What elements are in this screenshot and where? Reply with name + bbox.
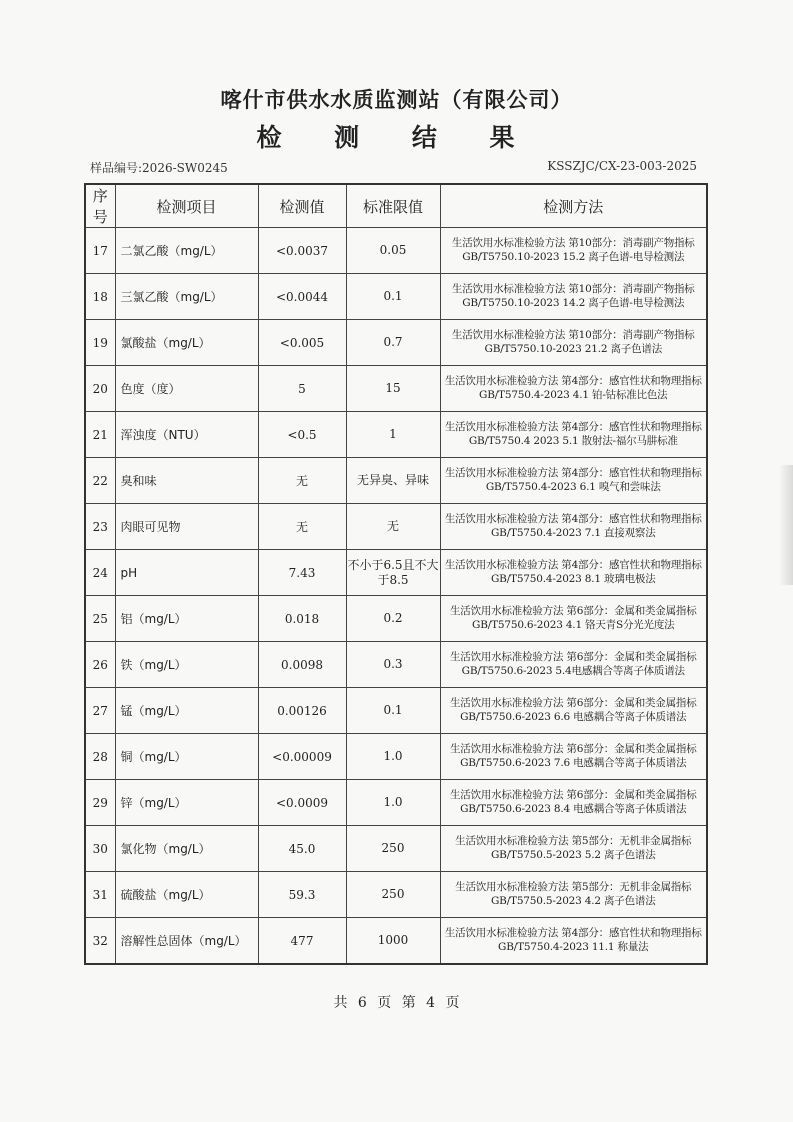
- org-title: 喀什市供水水质监测站（有限公司）: [220, 88, 573, 112]
- test-value: <0.005: [258, 320, 346, 366]
- col-header-value: 检测值: [258, 184, 346, 228]
- test-method: 生活饮用水标准检验方法 第4部分：感官性状和物理指标 GB/T5750.4-2023 4.1 铂-钴标准比色法: [440, 366, 707, 412]
- row-number: 18: [85, 274, 115, 320]
- standard-limit: 无: [346, 504, 440, 550]
- standard-limit: 0.7: [346, 320, 440, 366]
- row-number: 24: [85, 550, 115, 596]
- row-number: 22: [85, 458, 115, 504]
- table-row: [85, 688, 707, 734]
- standard-limit: 0.05: [346, 228, 440, 274]
- table-body: [85, 228, 707, 965]
- test-method: 生活饮用水标准检验方法 第4部分：感官性状和物理指标 GB/T5750.4-2023 11.1 称量法: [440, 918, 707, 965]
- test-item: 浑浊度（NTU）: [115, 412, 258, 458]
- test-method: 生活饮用水标准检验方法 第6部分：金属和类金属指标 GB/T5750.6-2023 8.4 电感耦合等离子体质谱法: [440, 780, 707, 826]
- test-method: 生活饮用水标准检验方法 第10部分：消毒副产物指标 GB/T5750.10-2023 14.2 离子色谱-电导检测法: [440, 274, 707, 320]
- standard-limit: 1000: [346, 918, 440, 965]
- test-method: 生活饮用水标准检验方法 第4部分：感官性状和物理指标 GB/T5750.4-2023 8.1 玻璃电极法: [440, 550, 707, 596]
- test-value: <0.00009: [258, 734, 346, 780]
- doc-title: 检 测 结 果: [256, 123, 537, 152]
- table-row: [85, 780, 707, 826]
- table-row: [85, 642, 707, 688]
- test-method: 生活饮用水标准检验方法 第4部分：感官性状和物理指标 GB/T5750.4-2023 7.1 直接观察法: [440, 504, 707, 550]
- test-value: <0.0009: [258, 780, 346, 826]
- row-number: 25: [85, 596, 115, 642]
- test-method: 生活饮用水标准检验方法 第4部分：感官性状和物理指标 GB/T5750.4 2023 5.1 散射法-福尔马肼标准: [440, 412, 707, 458]
- standard-limit: 0.1: [346, 274, 440, 320]
- table-row: [85, 458, 707, 504]
- test-item: 锌（mg/L）: [115, 780, 258, 826]
- test-method: 生活饮用水标准检验方法 第6部分：金属和类金属指标 GB/T5750.6-2023 5.4电感耦合等离子体质谱法: [440, 642, 707, 688]
- row-number: 21: [85, 412, 115, 458]
- table-row: [85, 918, 707, 965]
- test-item: 锰（mg/L）: [115, 688, 258, 734]
- test-method: 生活饮用水标准检验方法 第10部分：消毒副产物指标 GB/T5750.10-2023 21.2 离子色谱法: [440, 320, 707, 366]
- col-header-limit: 标准限值: [346, 184, 440, 228]
- table-row: [85, 366, 707, 412]
- test-item: 溶解性总固体（mg/L）: [115, 918, 258, 965]
- standard-limit: 250: [346, 872, 440, 918]
- test-item: 铜（mg/L）: [115, 734, 258, 780]
- table-row: [85, 274, 707, 320]
- row-number: 31: [85, 872, 115, 918]
- test-item: 二氯乙酸（mg/L）: [115, 228, 258, 274]
- table-row: [85, 504, 707, 550]
- test-method: 生活饮用水标准检验方法 第4部分：感官性状和物理指标 GB/T5750.4-2023 6.1 嗅气和尝味法: [440, 458, 707, 504]
- test-value: 0.00126: [258, 688, 346, 734]
- row-number: 32: [85, 918, 115, 965]
- test-method: 生活饮用水标准检验方法 第6部分：金属和类金属指标 GB/T5750.6-2023 7.6 电感耦合等离子体质谱法: [440, 734, 707, 780]
- test-value: 477: [258, 918, 346, 965]
- standard-limit: 1: [346, 412, 440, 458]
- table-row: [85, 320, 707, 366]
- table-row: [85, 550, 707, 596]
- test-item: 铝（mg/L）: [115, 596, 258, 642]
- table-row: [85, 826, 707, 872]
- test-value: 0.0098: [258, 642, 346, 688]
- test-value: 0.018: [258, 596, 346, 642]
- sample-number: 样品编号:2026-SW0245: [90, 161, 228, 175]
- test-item: 硫酸盐（mg/L）: [115, 872, 258, 918]
- row-number: 29: [85, 780, 115, 826]
- row-number: 17: [85, 228, 115, 274]
- standard-limit: 1.0: [346, 734, 440, 780]
- table-header-row: [85, 184, 707, 228]
- row-number: 28: [85, 734, 115, 780]
- test-method: 生活饮用水标准检验方法 第5部分：无机非金属指标 GB/T5750.5-2023 4.2 离子色谱法: [440, 872, 707, 918]
- row-number: 30: [85, 826, 115, 872]
- test-item: 三氯乙酸（mg/L）: [115, 274, 258, 320]
- test-item: 臭和味: [115, 458, 258, 504]
- scan-edge-shadow: [779, 465, 793, 585]
- test-value: 7.43: [258, 550, 346, 596]
- table-row: [85, 228, 707, 274]
- test-value: 无: [258, 458, 346, 504]
- test-item: 色度（度）: [115, 366, 258, 412]
- table-row: [85, 872, 707, 918]
- table-row: [85, 596, 707, 642]
- test-method: 生活饮用水标准检验方法 第5部分：无机非金属指标 GB/T5750.5-2023 5.2 离子色谱法: [440, 826, 707, 872]
- test-value: 无: [258, 504, 346, 550]
- test-method: 生活饮用水标准检验方法 第6部分：金属和类金属指标 GB/T5750.6-2023 6.6 电感耦合等离子体质谱法: [440, 688, 707, 734]
- col-header-no: 序号: [85, 184, 115, 228]
- test-value: 45.0: [258, 826, 346, 872]
- standard-limit: 0.3: [346, 642, 440, 688]
- row-number: 27: [85, 688, 115, 734]
- col-header-item: 检测项目: [115, 184, 258, 228]
- col-header-method: 检测方法: [440, 184, 707, 228]
- test-item: 铁（mg/L）: [115, 642, 258, 688]
- test-item: pH: [115, 550, 258, 596]
- page-number: 共 6 页 第 4 页: [333, 995, 460, 1011]
- row-number: 19: [85, 320, 115, 366]
- test-item: 氯化物（mg/L）: [115, 826, 258, 872]
- standard-limit: 0.2: [346, 596, 440, 642]
- standard-limit: 不小于6.5且不大于8.5: [346, 550, 440, 596]
- standard-limit: 250: [346, 826, 440, 872]
- standard-limit: 0.1: [346, 688, 440, 734]
- test-method: 生活饮用水标准检验方法 第6部分：金属和类金属指标 GB/T5750.6-2023 4.1 铬天青S分光光度法: [440, 596, 707, 642]
- standard-limit: 1.0: [346, 780, 440, 826]
- standard-limit: 15: [346, 366, 440, 412]
- row-number: 26: [85, 642, 115, 688]
- test-value: <0.0044: [258, 274, 346, 320]
- table-row: [85, 734, 707, 780]
- test-item: 氯酸盐（mg/L）: [115, 320, 258, 366]
- standard-limit: 无异臭、异味: [346, 458, 440, 504]
- test-value: 5: [258, 366, 346, 412]
- test-item: 肉眼可见物: [115, 504, 258, 550]
- row-number: 23: [85, 504, 115, 550]
- table-row: [85, 412, 707, 458]
- report-code: KSSZJC/CX-23-003-2025: [547, 159, 697, 173]
- test-value: <0.5: [258, 412, 346, 458]
- test-value: 59.3: [258, 872, 346, 918]
- test-value: <0.0037: [258, 228, 346, 274]
- test-method: 生活饮用水标准检验方法 第10部分：消毒副产物指标 GB/T5750.10-2023 15.2 离子色谱-电导检测法: [440, 228, 707, 274]
- results-table: [84, 183, 708, 965]
- row-number: 20: [85, 366, 115, 412]
